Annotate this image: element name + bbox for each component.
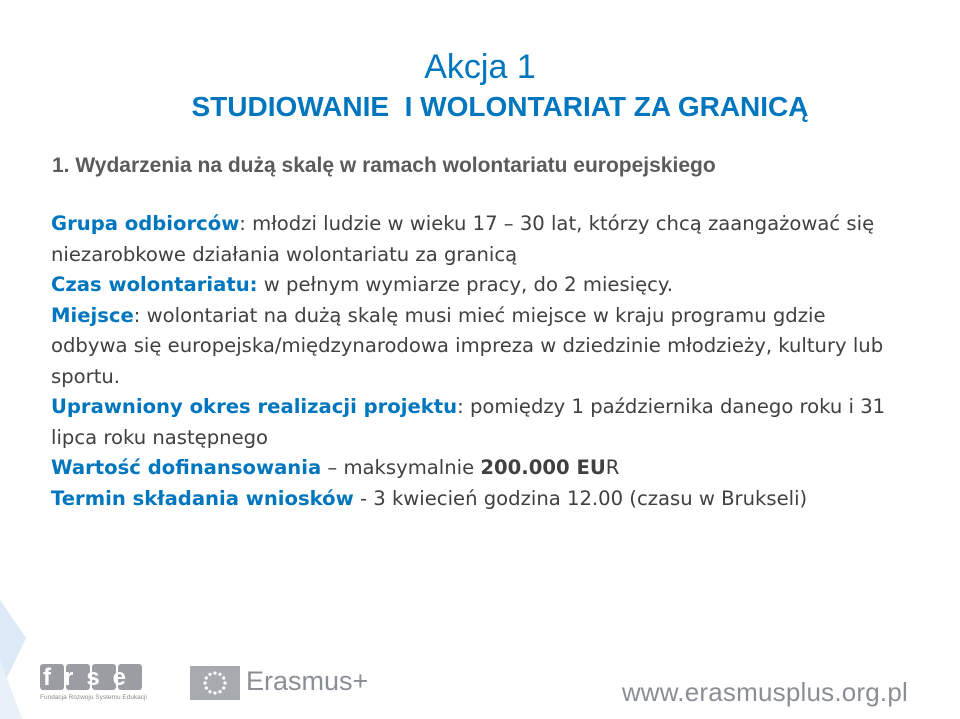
section-heading: 1. Wydarzenia na dużą skalę w ramach wolontariatu europejskiego — [52, 154, 716, 177]
funding-amount: 200.000 EU — [480, 456, 606, 479]
period-text: : pomiędzy 1 października danego roku i 31 lipca roku następnego — [51, 395, 886, 449]
eu-flag-icon — [190, 666, 240, 700]
deadline-label: Termin składania wniosków — [51, 486, 354, 510]
location-label: Miejsce — [51, 303, 134, 327]
funding-paragraph — [51, 453, 901, 484]
content-body — [51, 209, 901, 514]
website-url[interactable]: www.erasmusplus.org.pl — [621, 677, 908, 707]
target-group-label: Grupa odbiorców — [51, 212, 240, 235]
frse-logo-text: frse — [42, 664, 140, 691]
duration-paragraph — [51, 270, 901, 301]
period-paragraph — [51, 392, 901, 453]
funding-amount-tail: R — [605, 456, 620, 479]
funding-label: Wartość dofinansowania — [51, 456, 322, 479]
duration-label: Czas wolontariatu: — [51, 273, 258, 296]
duration-text: w pełnym wymiarze pracy, do 2 miesięcy. — [257, 273, 673, 296]
decorative-triangles — [0, 600, 40, 719]
erasmus-logo-text: Erasmus+ — [246, 666, 369, 696]
slide-title: Akcja 1 — [424, 48, 536, 86]
frse-subtitle: Fundacja Rozwoju Systemu Edukacji — [40, 694, 147, 701]
frse-logo — [40, 664, 144, 696]
target-group-paragraph — [51, 209, 901, 270]
location-text: : wolontariat na dużą skalę musi mieć miejsce w kraju programu gdzie odbywa się europejska/międzynarodowa impreza w dziedzinie młodzieży, kultury lub sportu. — [51, 303, 884, 388]
target-group-text: : młodzi ludzie w wieku 17 – 30 lat, którzy chcą zaangażować się niezarobkowe działania wolontariatu za granicą — [51, 212, 875, 266]
location-paragraph — [51, 301, 901, 393]
frse-logo-icon — [40, 664, 144, 692]
funding-text: – maksymalnie — [321, 456, 481, 479]
deadline-text: - 3 kwiecień godzina 12.00 (czasu w Brukseli) — [353, 486, 808, 510]
slide-subtitle: STUDIOWANIE I WOLONTARIAT ZA GRANICĄ — [191, 91, 809, 122]
deadline-paragraph — [51, 484, 901, 515]
period-label: Uprawniony okres realizacji projektu — [51, 395, 458, 418]
